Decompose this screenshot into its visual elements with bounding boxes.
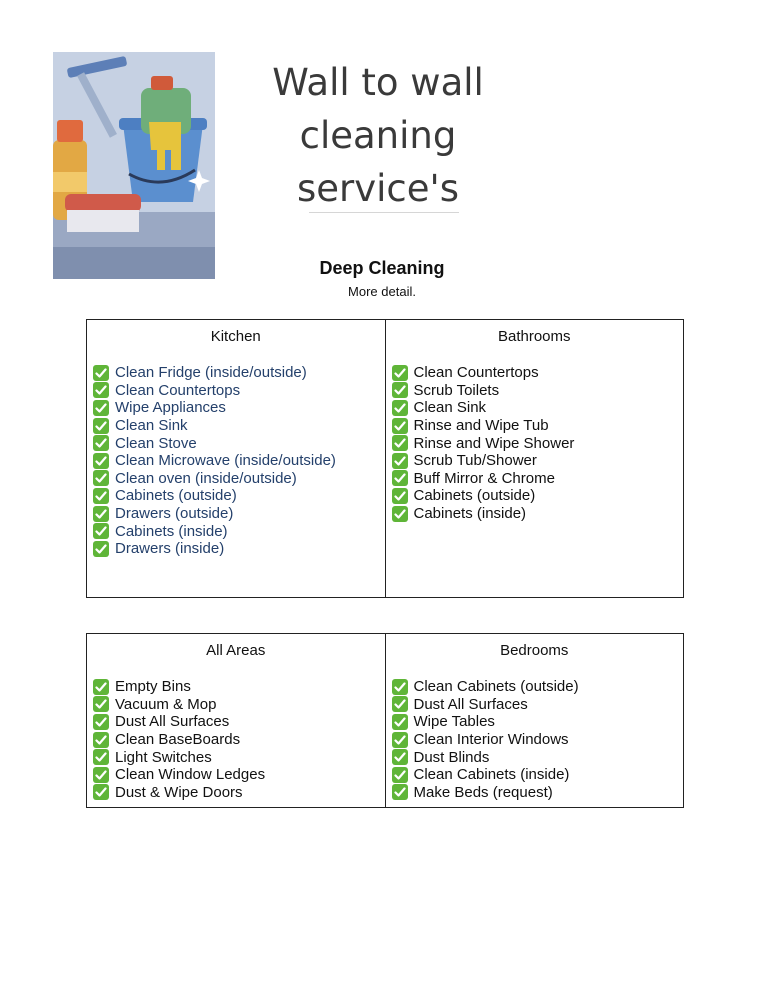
bathrooms-list <box>392 364 684 522</box>
column-bathrooms <box>385 320 684 597</box>
check-mark-icon <box>392 488 408 504</box>
checklist-item-label: Cabinets (inside) <box>115 522 228 540</box>
title-divider <box>309 212 459 213</box>
checklist-item-label: Clean Interior Windows <box>413 731 569 749</box>
checklist-item <box>93 364 385 382</box>
checklist-item-label: Rinse and Wipe Tub <box>413 417 549 435</box>
checklist-item <box>392 766 684 784</box>
checklist-item-label: Clean Fridge (inside/outside) <box>115 364 307 382</box>
checklist-item <box>392 470 684 488</box>
checklist-item <box>392 417 684 435</box>
check-mark-icon <box>93 784 109 800</box>
checklist-item-label: Drawers (outside) <box>115 505 234 523</box>
checklist-item <box>93 713 385 731</box>
check-mark-icon <box>93 506 109 522</box>
checklist-item <box>93 540 385 558</box>
checklist-item <box>93 382 385 400</box>
check-mark-icon <box>93 714 109 730</box>
checklist-item-label: Wipe Tables <box>413 713 495 731</box>
checklist-item-label: Vacuum & Mop <box>115 695 217 713</box>
checklist-item-label: Light Switches <box>115 748 212 766</box>
checklist-item-label: Scrub Toilets <box>413 381 500 399</box>
checklist-item-label: Clean Cabinets (outside) <box>413 678 579 696</box>
checklist-item-label: Clean Sink <box>413 399 487 417</box>
checklist-item <box>392 748 684 766</box>
check-mark-icon <box>392 767 408 783</box>
checklist-item-label: Drawers (inside) <box>115 540 225 558</box>
all-areas-list <box>93 678 385 801</box>
check-mark-icon <box>93 767 109 783</box>
column-heading-bathrooms: Bathrooms <box>497 328 571 345</box>
checklist-item-label: Dust All Surfaces <box>115 713 230 731</box>
column-bedrooms <box>385 634 684 807</box>
check-mark-icon <box>93 488 109 504</box>
checklist-item <box>392 696 684 714</box>
checklist-table-allareas-bedrooms <box>86 633 684 808</box>
title-line-2: cleaning <box>299 114 457 157</box>
checklist-item <box>93 784 385 802</box>
checklist-item-label: Clean Window Ledges <box>115 766 266 784</box>
checklist-item <box>93 696 385 714</box>
checklist-item-label: Dust All Surfaces <box>413 695 528 713</box>
check-mark-icon <box>93 470 109 486</box>
title-line-1: Wall to wall <box>272 61 484 104</box>
checklist-item <box>93 748 385 766</box>
column-all-areas <box>87 634 385 807</box>
check-mark-icon <box>392 435 408 451</box>
checklist-item-label: Wipe Appliances <box>115 399 226 417</box>
column-heading-all-areas: All Areas <box>206 642 266 659</box>
column-heading-bedrooms: Bedrooms <box>500 642 569 659</box>
column-kitchen <box>87 320 385 597</box>
checklist-item <box>93 731 385 749</box>
check-mark-icon <box>392 453 408 469</box>
checklist-item-label: Rinse and Wipe Shower <box>413 434 575 452</box>
checklist-item-label: Buff Mirror & Chrome <box>413 469 555 487</box>
checklist-item <box>392 784 684 802</box>
column-heading-kitchen: Kitchen <box>210 328 261 345</box>
checklist-item <box>93 678 385 696</box>
check-mark-icon <box>392 696 408 712</box>
checklist-item <box>392 452 684 470</box>
check-mark-icon <box>93 679 109 695</box>
checklist-item-label: Cabinets (outside) <box>115 487 237 505</box>
check-mark-icon <box>93 732 109 748</box>
checklist-item-label: Dust Blinds <box>413 748 490 766</box>
kitchen-list <box>93 364 385 558</box>
check-mark-icon <box>392 382 408 398</box>
checklist-item-label: Clean BaseBoards <box>115 731 241 749</box>
checklist-item <box>392 434 684 452</box>
checklist-item-label: Empty Bins <box>115 678 191 696</box>
checklist-item <box>93 470 385 488</box>
check-mark-icon <box>93 523 109 539</box>
check-mark-icon <box>93 453 109 469</box>
section-subtitle: Deep Cleaning <box>319 258 445 278</box>
check-mark-icon <box>93 696 109 712</box>
checklist-item-label: Clean oven (inside/outside) <box>115 469 297 487</box>
check-mark-icon <box>392 732 408 748</box>
checklist-item <box>392 364 684 382</box>
checklist-item <box>392 678 684 696</box>
page-title <box>248 56 508 215</box>
cleaning-supplies-image <box>53 52 215 279</box>
section-detail: More detail. <box>348 284 416 299</box>
checklist-item-label: Clean Sink <box>115 417 188 435</box>
checklist-item <box>93 399 385 417</box>
check-mark-icon <box>93 418 109 434</box>
checklist-item <box>93 487 385 505</box>
checklist-item <box>93 417 385 435</box>
check-mark-icon <box>392 749 408 765</box>
checklist-item <box>93 452 385 470</box>
checklist-item-label: Dust & Wipe Doors <box>115 783 243 801</box>
check-mark-icon <box>93 435 109 451</box>
check-mark-icon <box>93 365 109 381</box>
check-mark-icon <box>392 506 408 522</box>
checklist-item <box>392 382 684 400</box>
checklist-item-label: Clean Microwave (inside/outside) <box>115 452 336 470</box>
checklist-item <box>392 713 684 731</box>
checklist-item <box>392 487 684 505</box>
checklist-item-label: Cabinets (outside) <box>413 487 536 505</box>
checklist-item <box>93 766 385 784</box>
checklist-item-label: Clean Countertops <box>115 381 241 399</box>
title-line-3: service's <box>297 167 459 210</box>
check-mark-icon <box>392 470 408 486</box>
check-mark-icon <box>392 365 408 381</box>
bedrooms-list <box>392 678 684 801</box>
check-mark-icon <box>392 400 408 416</box>
checklist-item <box>93 505 385 523</box>
check-mark-icon <box>93 400 109 416</box>
check-mark-icon <box>392 784 408 800</box>
checklist-item <box>392 505 684 523</box>
checklist-item <box>392 731 684 749</box>
checklist-item-label: Cabinets (inside) <box>413 505 527 523</box>
check-mark-icon <box>93 541 109 557</box>
checklist-item-label: Make Beds (request) <box>413 783 553 801</box>
checklist-item-label: Clean Countertops <box>413 364 539 382</box>
check-mark-icon <box>392 418 408 434</box>
checklist-item <box>93 434 385 452</box>
checklist-item-label: Clean Cabinets (inside) <box>413 766 570 784</box>
check-mark-icon <box>93 749 109 765</box>
check-mark-icon <box>93 382 109 398</box>
checklist-item <box>392 399 684 417</box>
checklist-item-label: Clean Stove <box>115 434 197 452</box>
check-mark-icon <box>392 714 408 730</box>
checklist-item <box>93 522 385 540</box>
check-mark-icon <box>392 679 408 695</box>
checklist-item-label: Scrub Tub/Shower <box>413 452 537 470</box>
checklist-table-kitchen-bathrooms <box>86 319 684 598</box>
